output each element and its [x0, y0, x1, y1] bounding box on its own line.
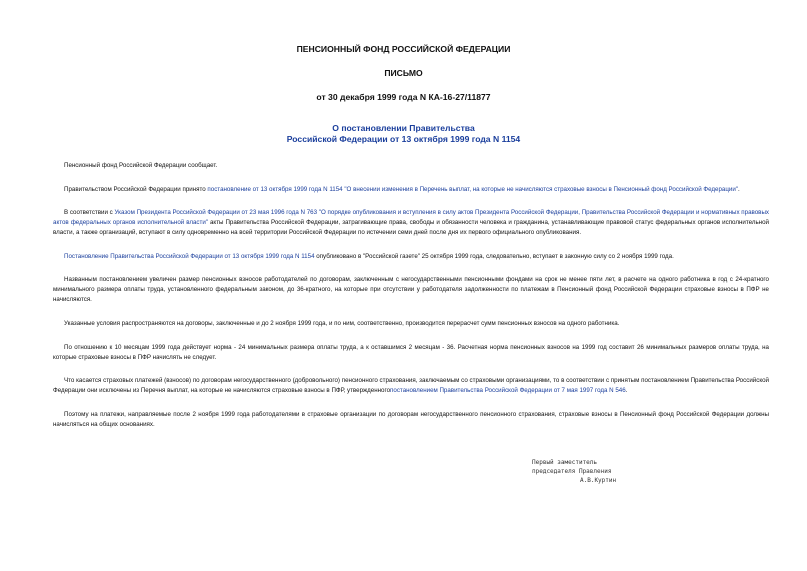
document-subject[interactable] [0, 123, 807, 145]
decree-546-link[interactable]: постановлением Правительства Российской Федерации от 7 мая 1997 года N 546 [390, 387, 626, 395]
document-body [53, 161, 769, 443]
subject-line-1[interactable]: О постановлении Правительства [332, 123, 475, 133]
paragraph-9: Поэтому на платежи, направляемые после 2 ноября 1999 года работодателями в страховые организации по договорам негосударственного пенсионного страхования, страховые взносы в Пенсионный фонд Российской Федерации должны начисляться на общих основаниях. [53, 410, 769, 428]
document-type: ПИСЬМО [384, 68, 423, 78]
paragraph-7: По отношению к 10 месяцам 1999 года действует норма - 24 минимальных размера оплаты труда, а к оставшимся 2 месяцам - 36. Расчетная норма пенсионных взносов на 1999 год составит 26 минимальных размеров оплаты труда, на которые страховые взносы в ПФР начислять не следует. [53, 343, 769, 361]
signature-position-1: Первый заместитель [532, 459, 598, 466]
subject-line-2[interactable]: Российской Федерации от 13 октября 1999 года N 1154 [286, 134, 521, 144]
document-date-number: от 30 декабря 1999 года N КА-16-27/11877 [316, 92, 491, 102]
paragraph-1: Пенсионный фонд Российской Федерации сообщает. [64, 162, 218, 169]
paragraph-6: Указанные условия распространяются на договоры, заключенные и до 2 ноября 1999 года, и по ним, соответственно, производится перерасчет сумм пенсионных взносов на одного работника. [64, 319, 620, 327]
paragraph-5: Названным постановлением увеличен размер пенсионных взносов работодателей по договорам, заключенным с негосударственными пенсионными фондами на срок не менее пяти лет, в расчете на одного работника в год с 24-кратного минимального размера оплаты труда, установленного федеральным законом, до 36-кратного, на которые при отсутствии у работодателя задолженности по платежам в Пенсионный фонд Российской Федерации страховые взносы в ПФР не начисляются. [53, 276, 769, 304]
paragraph-2: Правительством Российской Федерации принято постановление от 13 октября 1999 года N 1154 "О внесении изменения в Перечень выплат, на которые не начисляются страховые взносы в Пенсионный фонд Российской Федерации". [64, 185, 740, 193]
decree-1154-link[interactable]: постановление от 13 октября 1999 года N 1154 "О внесении изменения в Перечень выплат, на которые не начисляются страховые взносы в Пенсионный фонд Российской Федерации" [207, 185, 739, 193]
paragraph-4: Постановление Правительства Российской Федерации от 13 октября 1999 года N 1154 опубликовано в "Российской газете" 25 октября 1999 года, следовательно, вступает в законную силу со 2 ноября 1999 года. [64, 252, 674, 260]
signature-block [532, 458, 616, 485]
organization-title: ПЕНСИОННЫЙ ФОНД РОССИЙСКОЙ ФЕДЕРАЦИИ [296, 44, 511, 54]
signature-position-2: председателя Правления [532, 468, 612, 475]
signature-name: А.В.Куртин [580, 477, 617, 484]
document-header [0, 44, 807, 102]
presidential-decree-763-link[interactable]: Указом Президента Российской Федерации от 23 мая 1996 года N 763 "О порядке опубликования и вступления в силу актов Президента Российской Федерации, Правительства Российской Федерации и нормативных правовых актов федеральных органов исполнительной власти" [53, 209, 770, 227]
paragraph-3: В соответствии с Указом Президента Российской Федерации от 23 мая 1996 года N 763 "О порядке опубликования и вступления в силу актов Президента Российской Федерации, Правительства Российской Федерации и нормативных правовых актов федеральных органов исполнительной власти" акты Правительства Российской Федерации, затрагивающие права, свободы и обязанности человека и гражданина, устанавливающие правовой статус федеральных органов исполнительной власти, а также организаций, вступают в силу одновременно на всей территории Российской Федерации по истечении семи дней после дня их первого официального опубликования. [53, 209, 770, 237]
decree-1154-link-2[interactable]: Постановление Правительства Российской Федерации от 13 октября 1999 года N 1154 [64, 252, 315, 260]
paragraph-8: Что касается страховых платежей (взносов) по договорам негосударственного (добровольного) пенсионного страхования, заключаемым со страховыми организациями, то в соответствии с принятым постановлением Правительства Российской Федерации они исключены из Перечня выплат, на которые не начисляются страховые взносы в ПФР, утвержденногопостановлением Правительства Российской Федерации от 7 мая 1997 года N 546. [53, 377, 769, 395]
